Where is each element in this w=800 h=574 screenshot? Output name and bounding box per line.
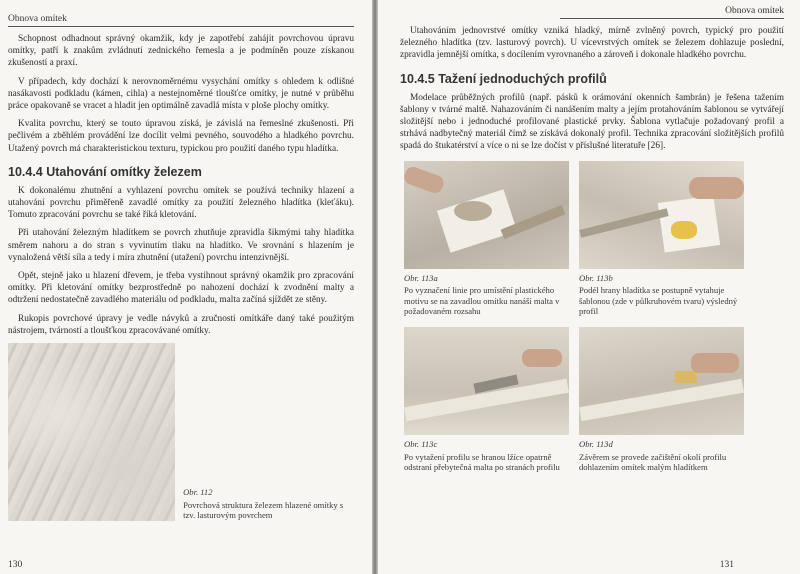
section-heading: 10.4.5 Tažení jednoduchých profilů [400,71,607,86]
right-page [378,0,800,574]
figure-caption [183,487,354,521]
paragraph: Kvalita povrchu, který se touto úpravou získá, je závislá na řemeslné zkušenosti. Při pečlivém a zběhlém provádění lze docílit velmi pevného, souvodého a hladkého povrchu. Utažený povrch má charakteristickou texturu, typickou pro použití daného typu hladítka. [8,119,354,154]
paragraph: Opět, stejně jako u hlazení dřevem, je třeba vystihnout správný okamžik pro zpracování omítky. Při kletování omítky bezprostředně po nahození dochází k zvodnění malty a odtržení nedostatečně zavadlého materiálu od podkladu, malta začíná sjíždět ze stěny. [8,271,354,306]
section-heading: 10.4.4 Utahování omítky železem [8,164,202,179]
figure-113d [579,327,744,483]
left-page [0,0,372,574]
figure-caption-text: Po vytažení profilu se hranou lžíce opatrně odstraní přebytečná malta po stranách profilu [404,451,560,473]
paragraph: V případech, kdy dochází k nerovnoměrnému vysychání omítky s ohledem k odlišné nasákavosti podkladu (kámen, cihla) a nestejnoměrné tloušťce omítky, je nutné v průběhu práce opakovaně se vracet a hladit jen optimálně zavadlá místa v ploše plochy omítky. [8,76,354,112]
running-head-left: Obnova omítek [8,14,354,27]
figure-number: Obr. 113c [404,439,438,449]
paragraph: Modelace průběžných profilů (např. pásků k orámování okenních šambrán) je řešena tažením šablony v tvárné maltě. Nahazováním či nanášením malty a jejím protahováním šablonou se vytvářejí složitější nebo i jednoduché profilované plastické prvky. Šablona vytlačuje požadovaný profil a strhává nadbytečný materiál čímž se získává dokonalý profil. Technika zpracování složitějších profilů spadá do štukatérství a více o ni se lze dočíst v příslušné literatuře [26]. [400,92,784,152]
figure-caption-text: Povrchová struktura železem hlazené omítky s tzv. lasturovým povrchem [183,499,344,521]
plaster-texture-photo [8,343,175,521]
figure-number: Obr. 112 [183,487,213,498]
paragraph: Utahováním jednovrstvé omítky vzniká hladký, mírně zvlněný povrch, typický pro použití železného hladítka (tzv. lasturový povrch). U vícevrstvých omítek se železem dohlazuje poslední, zpravidla jemnější omítka, s docílením vyrovnaného a zároveň i dokonale hladkého povrchu. [400,26,784,61]
figure-113b [579,161,744,327]
figure-grid-113 [404,161,784,483]
figure-caption-text: Závěrem se provede začištění okolí profilu dohlazením omítek malým hladítkem [579,451,727,473]
figure-number: Obr. 113b [579,272,613,283]
figure-113c [404,327,569,483]
paragraph: K dokonalému zhutnění a vyhlazení povrchu omítek se používá techniky hlazení a utahování povrchu přiměřeně zavadlé omítky za použití železného hladítka (kleťáku). Tomuto zpracování povrchu se také říká kletování. [8,185,354,221]
photo-pulling-template [579,161,744,269]
figure-caption-text: Po vyznačení linie pro umístění plastického motivu se na zavadlou omítku nanáší malta v požadovaném rozsahu [404,285,560,317]
photo-removing-excess [404,327,569,435]
figure-113a [404,161,569,327]
figure-number: Obr. 113a [404,272,438,283]
page-number-left: 130 [8,560,23,570]
paragraph: Při utahování železným hladítkem se povrch zhutňuje zpravidla šikmými tahy hladítka směrem nahoru a do stran s vyvinutím tlaku na hladítko. Ve srovnání s hlazením je vynaložená větší síla a tedy i míra zhutnění (utažení) povrchu intenzivnější. [8,228,354,263]
running-head-right: Obnova omítek [560,6,784,19]
photo-applying-mortar [404,161,569,269]
paragraph: Schopnost odhadnout správný okamžik, kdy je zapotřebí zahájit povrchovou úpravu omítky, patří k znakům zvládnutí zednického řemesla a je podmíněn pouze získanou zkušeností a praxí. [8,34,354,69]
figure-112 [8,343,354,521]
photo-finishing-surface [579,327,744,435]
page-number-right: 131 [719,560,734,570]
figure-number: Obr. 113d [579,439,613,449]
figure-caption-text: Podél hrany hladítka se postupně vytahuje šablonou (zde v půlkruhovém tvaru) výsledný profil [579,285,738,317]
paragraph: Rukopis povrchové úpravy je vedle návyků a zručnosti omítkáře daný také použitým nástrojem, tvárností a tloušťkou zpracovávané omítky. [8,313,354,336]
